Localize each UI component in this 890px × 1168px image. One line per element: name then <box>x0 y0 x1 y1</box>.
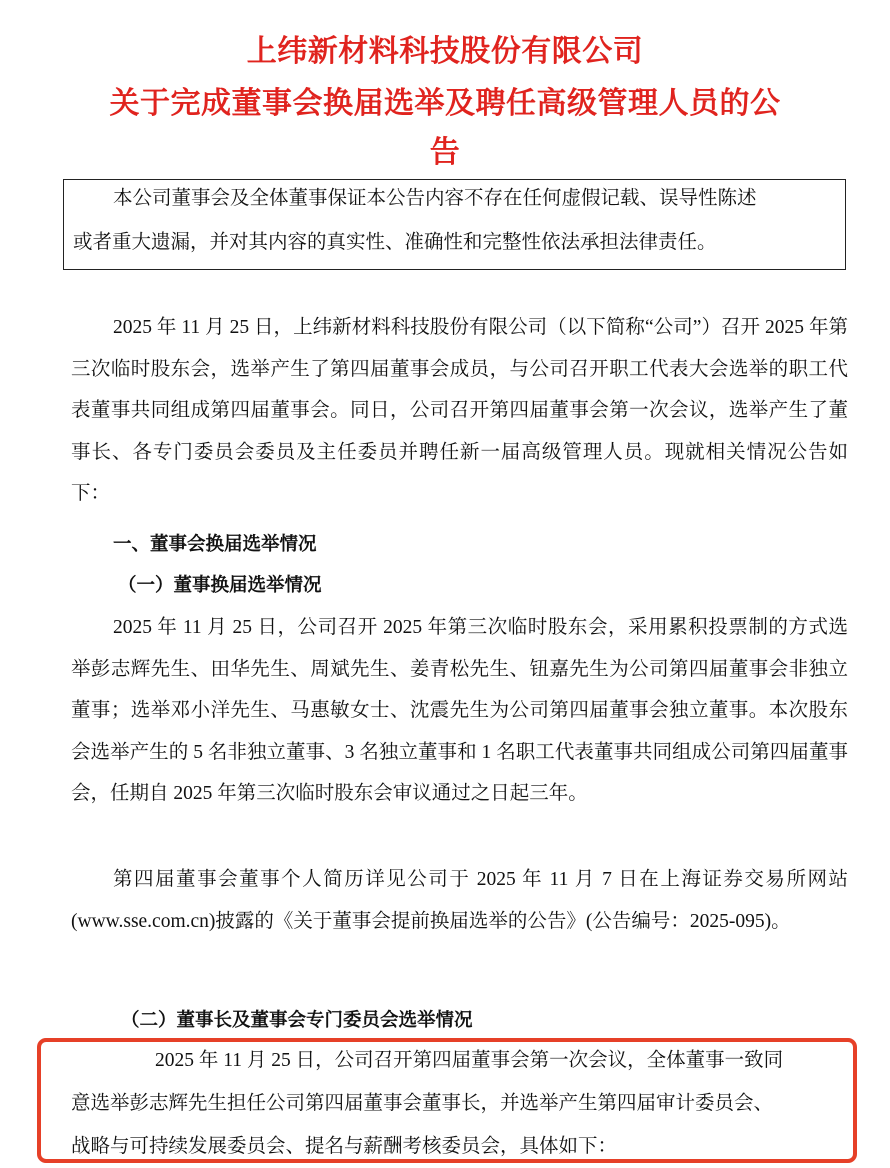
chairman-line-3: 战略与可持续发展委员会、提名与薪酬考核委员会，具体如下： <box>71 1136 618 1157</box>
disclaimer-box <box>63 179 846 270</box>
chairman-election-paragraph <box>71 1022 851 1168</box>
title-announcement-line1: 关于完成董事会换届选举及聘任高级管理人员的公 <box>109 86 781 121</box>
chairman-line-2: 意选举彭志辉先生担任公司第四届董事会董事长，并选举产生第四届审计委员会、 <box>71 1093 774 1114</box>
director-election-paragraph <box>71 607 848 815</box>
disclaimer-line-2: 或者重大遗漏，并对其内容的真实性、准确性和完整性依法承担法律责任。 <box>73 232 717 253</box>
subsection-1-heading: （一）董事换届选举情况 <box>118 575 322 596</box>
disclaimer-line-1: 本公司董事会及全体董事保证本公告内容不存在任何虚假记载、误导性陈述 <box>113 188 757 209</box>
intro-paragraph <box>71 307 848 515</box>
resume-reference-text: 第四届董事会董事个人简历详见公司于 2025 年 11 月 7 日在上海证券交易所网站(www.sse.com.cn)披露的《关于董事会提前换届选举的公告》(公告编号：2025-095)。 <box>71 869 848 932</box>
chairman-line-1: 2025 年 11 月 25 日，公司召开第四届董事会第一次会议，全体董事一致同 <box>155 1050 784 1071</box>
subsection-2-heading: （二）董事长及董事会专门委员会选举情况 <box>121 1010 473 1031</box>
resume-reference-paragraph <box>71 859 848 942</box>
section-1-heading: 一、董事会换届选举情况 <box>113 534 317 555</box>
intro-paragraph-text: 2025 年 11 月 25 日，上纬新材料科技股份有限公司（以下简称“公司”）召开 2025 年第三次临时股东会，选举产生了第四届董事会成员，与公司召开职工代表大会选举的职工代表董事共同组成第四届董事会。同日，公司召开第四届董事会第一次会议，选举产生了董事长、各专门委员会委员及主任委员并聘任新一届高级管理人员。现就相关情况公告如下： <box>71 317 848 504</box>
title-company-name: 上纬新材料科技股份有限公司 <box>246 34 644 69</box>
chairman-election-text <box>71 1022 851 1168</box>
director-election-text: 2025 年 11 月 25 日，公司召开 2025 年第三次临时股东会，采用累积投票制的方式选举彭志辉先生、田华先生、周斌先生、姜青松先生、钮嘉先生为公司第四届董事会非独立董事；选举邓小洋先生、马惠敏女士、沈震先生为公司第四届董事会独立董事。本次股东会选举产生的 5 名非独立董事、3 名独立董事和 1 名职工代表董事共同组成公司第四届董事会，任期自 2025 年第三次临时股东会审议通过之日起三年。 <box>71 617 848 804</box>
title-announcement-line2: 告 <box>429 135 461 170</box>
